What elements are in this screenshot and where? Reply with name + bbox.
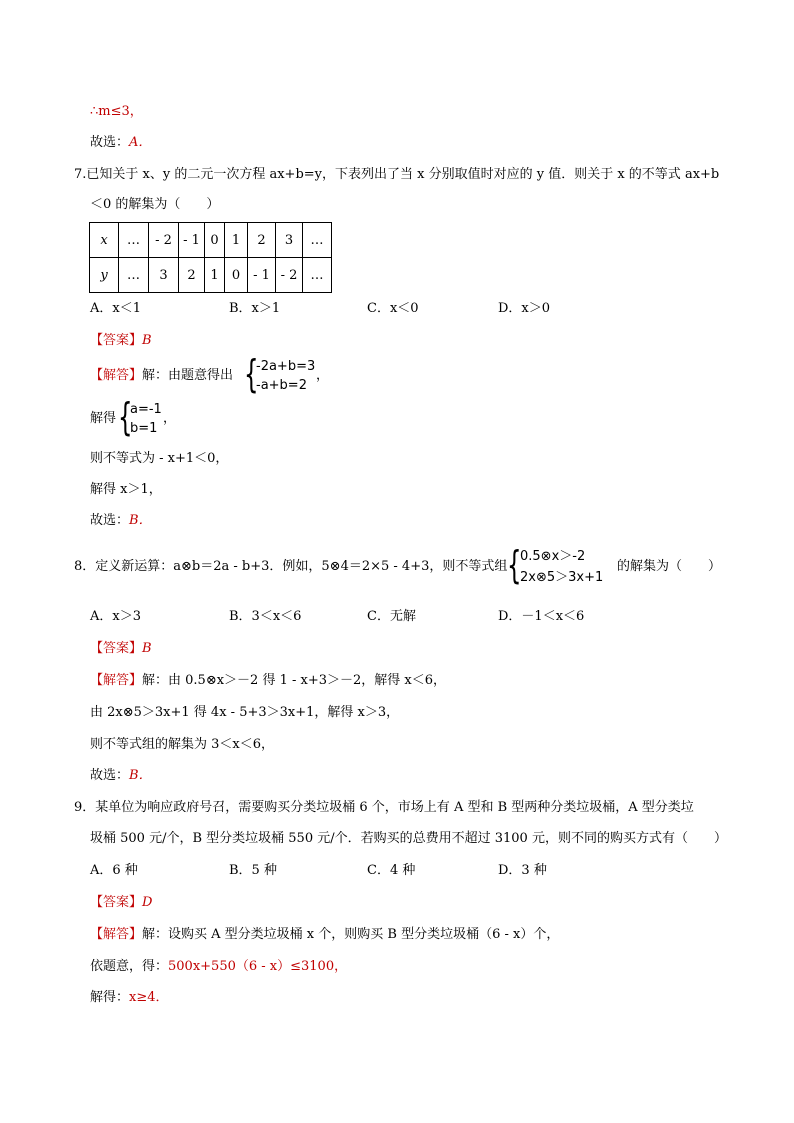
table-cell: 2 <box>179 258 205 293</box>
q9-solution-line2 <box>90 958 347 976</box>
q8-option-c: C．无解 <box>367 609 416 624</box>
table-cell: … <box>119 223 149 258</box>
table-cell: x <box>90 223 119 258</box>
conclusion-line: ∴m≤3， <box>90 104 143 119</box>
q7-solution-line5 <box>90 512 152 530</box>
q7-option-c: C．x＜0 <box>367 301 419 316</box>
q8-system-ineq1: 0.5⊗x＞-2 <box>520 549 586 564</box>
q9-option-d: D．3 种 <box>498 863 547 878</box>
q8-stem-tail: 的解集为（ ） <box>617 559 722 574</box>
solution-text: 解：由题意得出 <box>142 368 234 383</box>
system-brace: { <box>244 352 259 396</box>
solution-expression: x≥4． <box>129 990 169 1005</box>
answer-value: D <box>142 895 153 910</box>
system-brace: { <box>507 543 522 587</box>
choose-label: 故选： <box>90 513 130 528</box>
solution-label: 依题意，得： <box>90 959 169 974</box>
solution-tag: 【解答】 <box>90 368 143 383</box>
q7-answer-line <box>90 332 152 350</box>
table-cell: - 2 <box>149 223 179 258</box>
q9-option-c: C．4 种 <box>367 863 416 878</box>
q7-value-table <box>89 222 332 293</box>
q8-solution-line3: 则不等式组的解集为 3＜x＜6， <box>90 737 275 752</box>
table-cell: - 2 <box>276 258 303 293</box>
table-cell: 1 <box>225 223 248 258</box>
q8-system-ineq2: 2x⊗5＞3x+1 <box>520 570 604 585</box>
table-cell: … <box>303 258 332 293</box>
solution-expression: 500x+550（6 - x）≤3100， <box>168 959 348 974</box>
q7-stem-line1: 7.已知关于 x、y 的二元一次方程 ax+b=y，下表列出了当 x 分别取值时对应的 y 值．则关于 x 的不等式 ax+b <box>74 167 720 182</box>
table-cell: 2 <box>248 223 276 258</box>
q8-option-d: D．－1＜x＜6 <box>498 609 585 624</box>
q7-system2-comma: ， <box>163 411 177 426</box>
choose-value: B． <box>129 768 152 783</box>
q7-option-b: B．x＞1 <box>229 301 281 316</box>
table-cell: … <box>119 258 149 293</box>
q7-system1-eq1: -2a+b=3 <box>256 359 316 374</box>
answer-tag: 【答案】 <box>90 895 143 910</box>
q8-option-a: A．x＞3 <box>90 609 141 624</box>
table-cell: y <box>90 258 119 293</box>
choose-label: 故选： <box>90 135 130 150</box>
q8-option-b: B．3＜x＜6 <box>229 609 302 624</box>
solution-tag: 【解答】 <box>90 673 143 688</box>
table-cell: 1 <box>205 258 225 293</box>
solution-tag: 【解答】 <box>90 927 143 942</box>
q7-table-row-y <box>90 258 332 293</box>
q9-stem-line1: 9．某单位为响应政府号召，需要购买分类垃圾桶 6 个，市场上有 A 型和 B 型两种分类垃圾桶，A 型分类垃 <box>74 800 694 815</box>
q8-solution-line4 <box>90 767 152 785</box>
q9-answer-line <box>90 894 152 912</box>
q7-solution-line4: 解得 x＞1， <box>90 482 162 497</box>
solution-label: 解得： <box>90 990 130 1005</box>
solution-text: 解：设购买 A 型分类垃圾桶 x 个，则购买 B 型分类垃圾桶（6 - x）个， <box>142 927 560 942</box>
q7-solution-line1 <box>90 367 233 385</box>
q8-solution-line2: 由 2x⊗5＞3x+1 得 4x - 5+3＞3x+1，解得 x＞3， <box>90 705 400 720</box>
choose-line <box>90 134 151 152</box>
answer-tag: 【答案】 <box>90 641 143 656</box>
q9-option-a: A．6 种 <box>90 863 138 878</box>
table-cell: 3 <box>276 223 303 258</box>
system-brace: { <box>118 395 133 439</box>
q8-stem-line1: 8．定义新运算：a⊗b＝2a - b+3．例如，5⊗4＝2×5 - 4+3，则不等式组 <box>74 559 508 574</box>
choose-value: B． <box>129 513 152 528</box>
q8-solution-line1 <box>90 672 446 690</box>
q7-system1-comma: ， <box>316 368 330 383</box>
q7-option-a: A．x＜1 <box>90 301 141 316</box>
q7-table-row-x <box>90 223 332 258</box>
table-cell: - 1 <box>248 258 276 293</box>
q7-solution-line2: 解得 <box>90 411 117 426</box>
q7-system2-eq1: a=-1 <box>130 402 162 417</box>
table-cell: … <box>303 223 332 258</box>
q7-system2-eq2: b=1 <box>130 421 158 436</box>
answer-tag: 【答案】 <box>90 333 143 348</box>
q7-system1-eq2: -a+b=2 <box>256 378 307 393</box>
choose-label: 故选： <box>90 768 130 783</box>
table-cell: 3 <box>149 258 179 293</box>
q9-solution-line3 <box>90 989 169 1007</box>
q9-solution-line1 <box>90 926 559 944</box>
choose-value: A． <box>129 135 152 150</box>
q9-stem-line2: 圾桶 500 元/个，B 型分类垃圾桶 550 元/个．若购买的总费用不超过 3100 元，则不同的购买方式有（ ） <box>90 831 727 846</box>
q9-option-b: B．5 种 <box>229 863 277 878</box>
q7-option-d: D．x＞0 <box>498 301 551 316</box>
solution-text: 解：由 0.5⊗x＞－2 得 1 - x+3＞－2，解得 x＜6， <box>142 673 447 688</box>
table-cell: - 1 <box>179 223 205 258</box>
answer-value: B <box>142 641 152 656</box>
table-cell: 0 <box>225 258 248 293</box>
q7-solution-line3: 则不等式为 - x+1＜0， <box>90 451 229 466</box>
q7-stem-line2: ＜0 的解集为（ ） <box>90 197 220 212</box>
table-cell: 0 <box>205 223 225 258</box>
q8-answer-line <box>90 640 152 658</box>
answer-value: B <box>142 333 152 348</box>
